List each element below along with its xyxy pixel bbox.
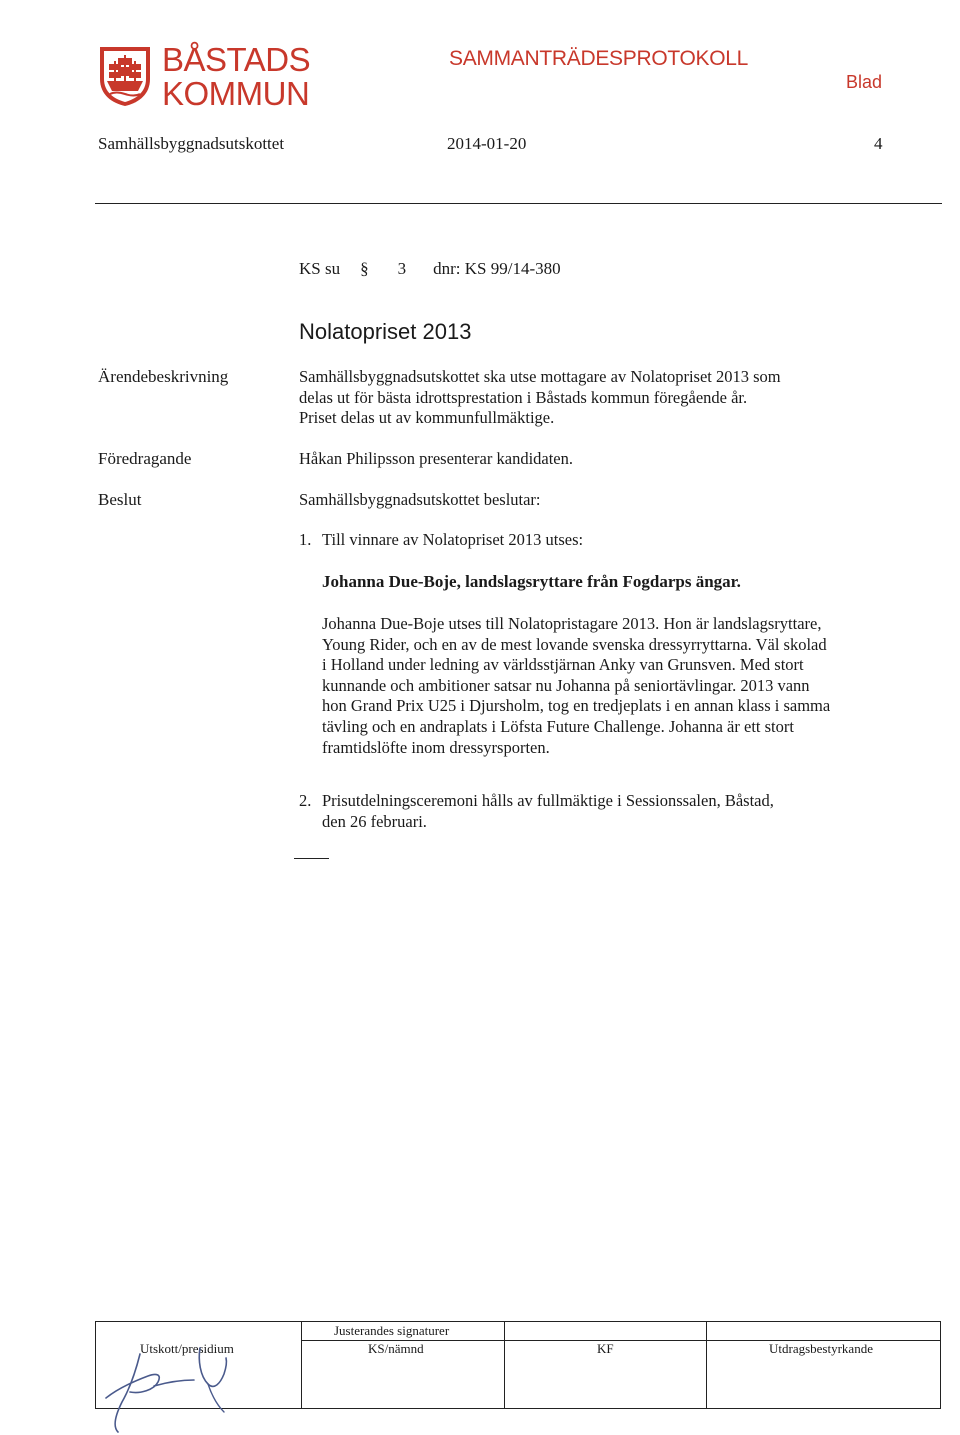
winner-name: Johanna Due-Boje, landslagsryttare från Fogdarps ängar. [322, 572, 741, 591]
item1-number: 1. [299, 530, 312, 549]
bio-line: hon Grand Prix U25 i Djursholm, tog en tredjeplats i en annan klass i samma [322, 696, 831, 716]
description-text [299, 367, 899, 429]
section-number: 3 [397, 259, 407, 278]
description-line: delas ut för bästa idrottsprestation i Båstads kommun föregående år. [299, 387, 748, 407]
item2-text [322, 791, 774, 832]
committee-name: Samhällsbyggnadsutskottet [98, 134, 285, 153]
presenter-label: Föredragande [98, 449, 192, 468]
decision-label: Beslut [98, 490, 142, 509]
end-of-section-rule [294, 858, 329, 859]
table-divider [706, 1322, 707, 1408]
page-label: Blad [846, 72, 883, 92]
case-title: Nolatopriset 2013 [299, 319, 472, 344]
section-symbol: § [360, 259, 369, 278]
description-line: Samhällsbyggnadsutskottet ska utse mottagare av Nolatopriset 2013 som [299, 367, 781, 386]
meeting-date: 2014-01-20 [447, 134, 527, 153]
item2-line: Prisutdelningsceremoni hålls av fullmäktige i Sessionssalen, Båstad, [322, 791, 774, 810]
case-body: KS su [299, 259, 341, 278]
header-divider [95, 203, 942, 204]
signature-col-certification: Utdragsbestyrkande [769, 1341, 873, 1356]
bio-line: Young Rider, och en av de mest lovande svenska dressyrryttarna. Väl skolad [322, 634, 827, 654]
item2-line: den 26 februari. [322, 811, 427, 831]
table-divider [301, 1322, 302, 1408]
bio-line: framtidslöfte inom dressyrsporten. [322, 737, 550, 757]
signature-col-council: KF [597, 1341, 614, 1356]
table-divider [504, 1322, 505, 1408]
signature-col-board: KS/nämnd [368, 1341, 424, 1356]
municipality-name-line2: KOMMUN [162, 75, 310, 112]
document-type-heading: SAMMANTRÄDESPROTOKOLL [449, 47, 749, 70]
item2-number: 2. [299, 791, 312, 810]
case-reference [299, 259, 561, 279]
handwritten-signature-icon [96, 1340, 296, 1435]
signature-col-committee: Utskott/presidium [140, 1341, 234, 1356]
winner-bio [322, 614, 912, 758]
bio-line: i Holland under ledning av världsstjärnan Anky van Grunsven. Med stort [322, 655, 804, 675]
page-number: 4 [874, 134, 883, 153]
municipality-name-line1: BÅSTADS [162, 41, 311, 78]
case-dnr: dnr: KS 99/14-380 [433, 259, 561, 278]
description-label: Ärendebeskrivning [98, 367, 229, 386]
bio-line: tävling och en andraplats i Löfsta Future Challenge. Johanna är ett stort [322, 716, 794, 736]
decision-intro: Samhällsbyggnadsutskottet beslutar: [299, 490, 541, 509]
bio-line: kunnande och ambitioner satsar nu Johanna på seniortävlingar. 2013 vann [322, 675, 810, 695]
signature-table-title: Justerandes signaturer [334, 1323, 450, 1338]
item1-text: Till vinnare av Nolatopriset 2013 utses: [322, 530, 584, 549]
coat-of-arms-logo-icon [98, 45, 152, 107]
bio-line: Johanna Due-Boje utses till Nolatopristagare 2013. Hon är landslagsryttare, [322, 614, 822, 633]
presenter-text: Håkan Philipsson presenterar kandidaten. [299, 449, 574, 468]
description-line: Priset delas ut av kommunfullmäktige. [299, 408, 555, 427]
